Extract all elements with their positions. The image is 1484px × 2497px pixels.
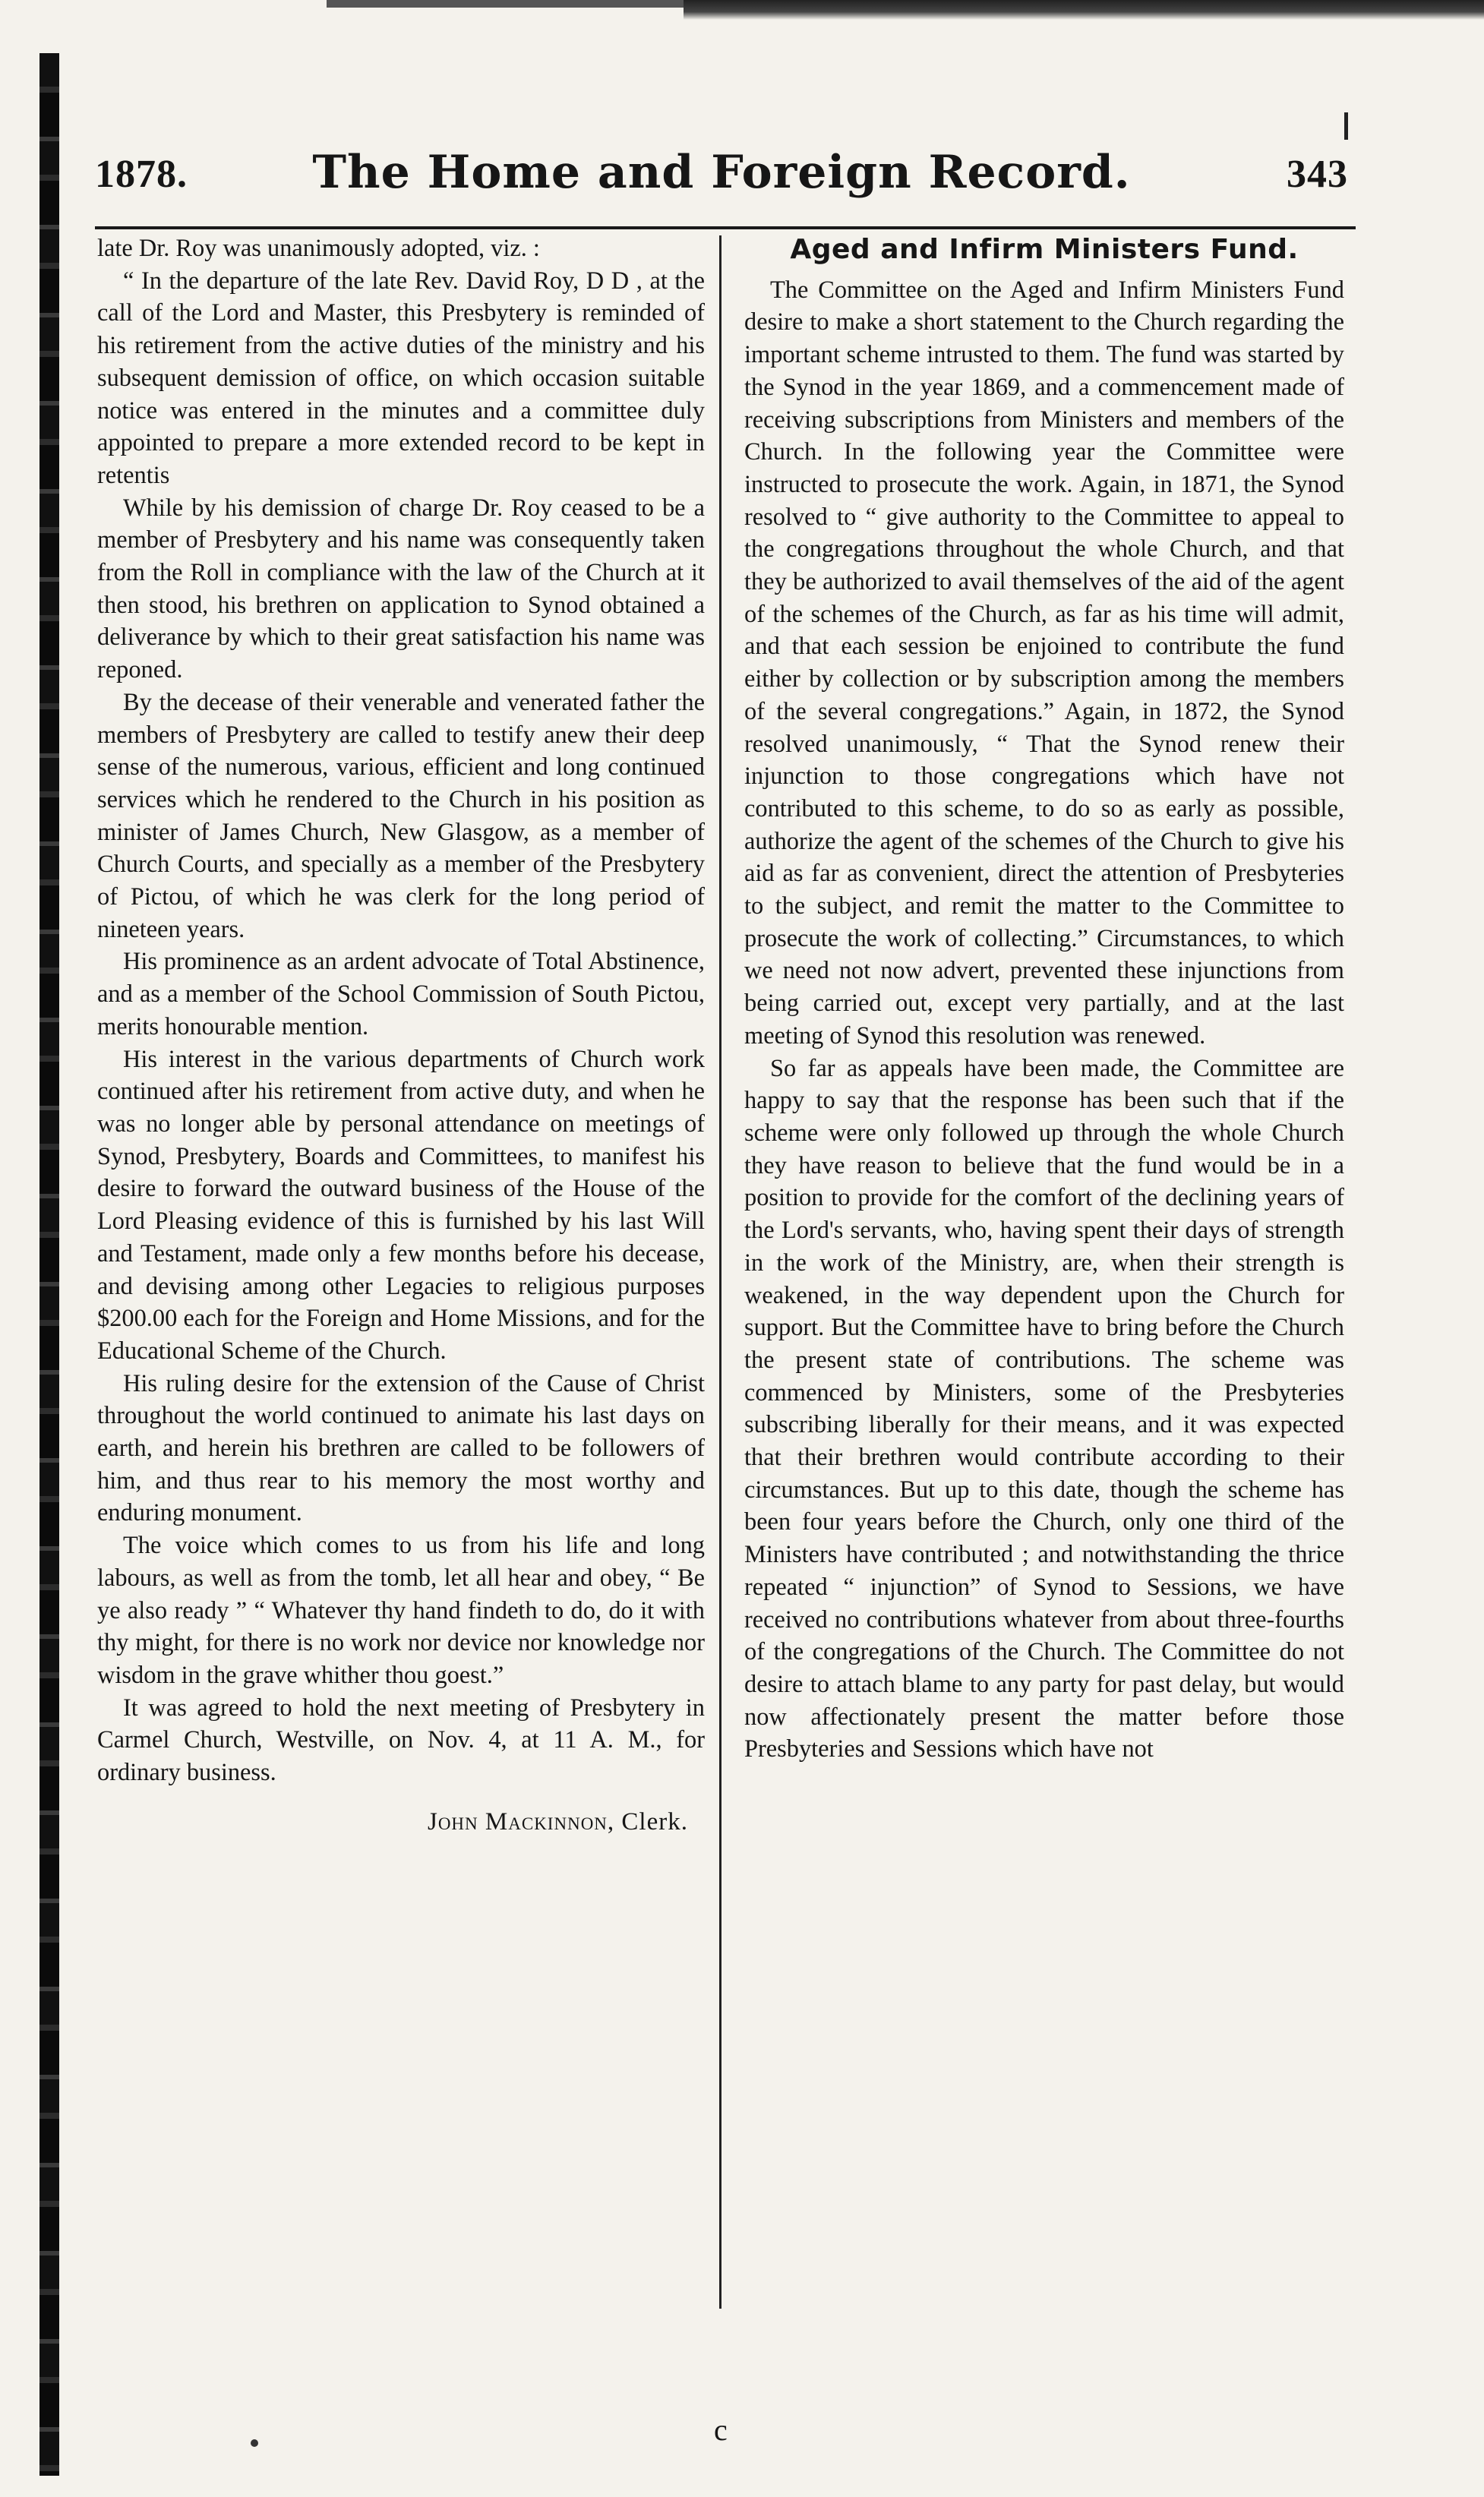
column-divider: [719, 235, 721, 2309]
scan-edge-left: [39, 53, 59, 2476]
header-rule: [95, 226, 1356, 229]
section-heading: Aged and Infirm Ministers Fund.: [790, 234, 1299, 265]
right-column: [744, 232, 1344, 2313]
paragraph: By the decease of their venerable and venerated father the members of Presbytery are called to testify anew their deep sense of the numerous, various, efficient and long continued services which he rendered to the Church in his position as minister of James Church, New Glasgow, as a member of Church Courts, and specially as a member of the Presbytery of Pictou, of which he was clerk for the long period of nineteen years.: [97, 688, 705, 943]
page-number: 343: [1287, 153, 1348, 196]
paragraph: It was agreed to hold the next meeting of Presbytery in Carmel Church, Westville, on Nov. 4, at 11 A. M., for ordinary business.: [97, 1694, 705, 1787]
paragraph: “ In the departure of the late Rev. David Roy, D D , at the call of the Lord and Master, this Presbytery is reminded of his retirement from the active duties of the ministry and his subsequent demission of office, on which occasion suitable notice was entered in the minutes and a committee duly appointed to prepare a more extended record to be kept in retentis: [97, 267, 705, 489]
paragraph: While by his demission of charge Dr. Roy ceased to be a member of Presbytery and his name was consequently taken from the Roll in compliance with the law of the Church at it then stood, his brethren on application to Synod obtained a deliverance by which to their great satisfaction his name was reponed.: [97, 494, 705, 684]
paragraph: The Committee on the Aged and Infirm Ministers Fund desire to make a short statement to the Church regarding the important scheme intrusted to them. The fund was started by the Synod in the year 1869, and a commencement made of receiving subscriptions from Ministers and members of the Church. In the following year the Committee were instructed to prosecute the work. Again, in 1871, the Synod resolved to “ give authority to the Committee to appeal to the congregations throughout the whole Church, and that they be authorized to avail themselves of the aid of the agent of the schemes of the Church, as far as his time will admit, and that each session be enjoined to contribute the fund either by collection or by subscription among the members of the several congregations.” Again, in 1872, the Synod resolved unanimously, “ That the Synod renew their injunction to those congregations which have not contributed to this scheme, to do so as early as possible, authorize the agent of the schemes of the Church to give his aid as far as convenient, direct the attention of Presbyteries to the subject, and remit the matter to the Committee to prosecute the work of collecting.” Circumstances, to which we need not now advert, prevented these injunctions from being carried out, except very partially, and at the last meeting of Synod this resolution was renewed.: [744, 276, 1344, 1050]
signature: [97, 1806, 705, 1839]
paragraph: late Dr. Roy was unanimously adopted, viz. :: [97, 235, 540, 262]
scan-speck: [1344, 112, 1348, 140]
paragraph: The voice which comes to us from his life and long labours, as well as from the tomb, let all hear and obey, “ Be ye also ready ” “ Whatever thy hand findeth to do, do it with thy might, for there is no work nor device nor knowledge nor wisdom in the grave whither thou goest.”: [97, 1532, 705, 1689]
footer-mark: c: [714, 2413, 728, 2447]
paragraph: His prominence as an ardent advocate of Total Abstinence, and as a member of the School Commission of South Pictou, merits honourable mention.: [97, 948, 705, 1040]
signature-name: John Mackinnon: [427, 1807, 608, 1836]
scan-edge-top-left: [327, 0, 691, 8]
scan-speck: [251, 2439, 258, 2447]
scan-edge-top: [684, 0, 1484, 20]
paragraph: His interest in the various departments of Church work continued after his retirement from active duty, and when he was no longer able by personal attendance on meetings of Synod, Presbytery, Boards and Committees, to manifest his desire to forward the outward business of the House of the Lord Pleasing evidence of this is furnished by his last Will and Testament, made only a few months before his decease, and devising among other Legacies to religious purposes $200.00 each for the Foreign and Home Missions, and for the Educational Scheme of the Church.: [97, 1045, 705, 1365]
signature-role: , Clerk.: [607, 1807, 688, 1836]
header-year: 1878.: [95, 153, 188, 196]
left-column: [97, 232, 705, 2313]
paragraph: So far as appeals have been made, the Committee are happy to say that the response has been such that if the scheme were only followed up through the whole Church they have reason to believe that the fund would be in a position to provide for the comfort of the declining years of the Lord's servants, who, having spent their days of strength in the work of the Ministry, are, when their strength is weakened, in the way dependent upon the Church for support. But the Committee have to bring before the Church the present state of contributions. The scheme was commenced by Ministers, some of the Presbyteries subscribing liberally for their means, and it was expected that their brethren would contribute according to their circumstances. But up to this date, though the scheme has been four years before the Church, only one third of the Ministers have contributed ; and notwithstanding the thrice repeated “ injunction” of Synod to Sessions, we have received no contributions whatever from about three-fourths of the congregations of the Church. The Committee do not desire to attach blame to any party for past delay, but would now affectionately present the matter before those Presbyteries and Sessions which have not: [744, 1054, 1344, 1763]
paragraph: His ruling desire for the extension of the Cause of Christ throughout the world continued to animate his last days on earth, and herein his brethren are called to be followers of him, and thus rear to his memory the most worthy and enduring monument.: [97, 1369, 705, 1527]
running-head: [95, 146, 1348, 222]
journal-title: The Home and Foreign Record.: [312, 146, 1131, 199]
